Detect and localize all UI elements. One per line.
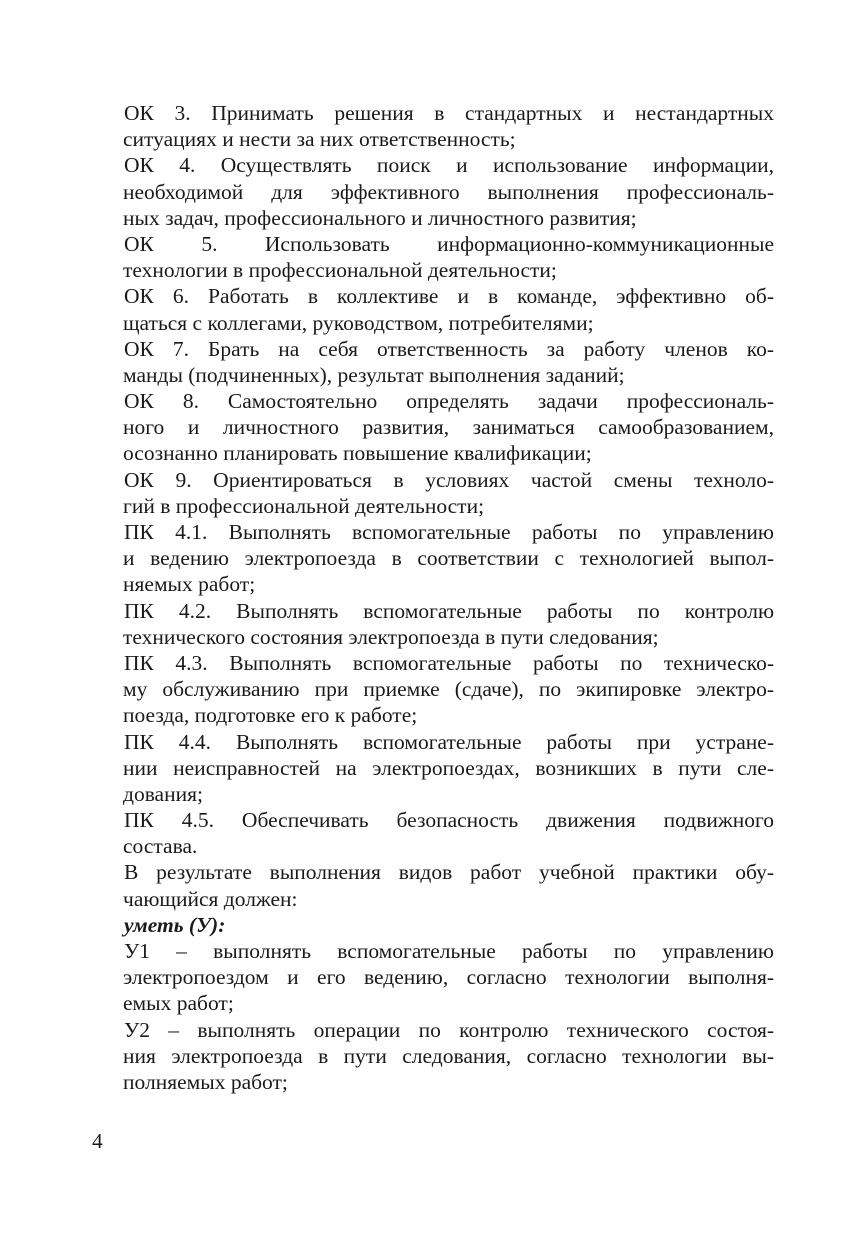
skill-item (124, 1017, 774, 1096)
text-line: щаться с коллегами, руководством, потребителями; (123, 310, 594, 335)
skills-list (124, 938, 774, 1095)
skills-heading: уметь (У): (124, 912, 226, 937)
text-line: технологии в профессиональной деятельности; (123, 258, 557, 283)
paragraph (124, 807, 774, 859)
skill-item (124, 938, 774, 1017)
text-line: ОК 7. Брать на себя ответственность за работу членов ко- (124, 336, 774, 361)
text-line: чающийся должен: (123, 886, 298, 911)
text-line: электропоездом и его ведению, согласно технологии выполня- (123, 965, 774, 990)
text-line: ного и личностного развития, заниматься самообразованием, (123, 415, 774, 440)
text-line: му обслуживанию при приемке (сдаче), по экипировке электро- (123, 677, 774, 702)
text-line: поезда, подготовке его к работе; (123, 703, 418, 728)
text-line: ПК 4.5. Обеспечивать безопасность движения подвижного (124, 808, 774, 833)
text-line: ОК 3. Принимать решения в стандартных и нестандартных (124, 101, 774, 125)
text-line: дования; (123, 781, 203, 806)
page-body (124, 100, 774, 1095)
text-line: и ведению электропоезда в соответствии с технологией выпол- (123, 546, 774, 571)
text-line: ОК 9. Ориентироваться в условиях частой смены техноло- (124, 467, 774, 492)
text-line: технического состояния электропоезда в пути следования; (123, 624, 659, 649)
text-line: манды (подчиненных), результат выполнения заданий; (123, 362, 625, 387)
text-line: ПК 4.3. Выполнять вспомогательные работы по техническо- (124, 650, 774, 675)
page-number: 4 (92, 1129, 103, 1153)
paragraph (124, 859, 774, 911)
text-line: ПК 4.1. Выполнять вспомогательные работы по управлению (124, 520, 774, 544)
text-line: ОК 5. Использовать информационно-коммуникационные (124, 231, 774, 256)
text-line: ных задач, профессионального и личностного развития; (123, 205, 637, 230)
text-line: гий в профессиональной деятельности; (123, 493, 485, 518)
text-line: ОК 4. Осуществлять поиск и использование информации, (124, 153, 774, 178)
paragraph (124, 650, 774, 729)
text-line: ОК 8. Самостоятельно определять задачи профессиональ- (124, 389, 774, 414)
text-line: У2 – выполнять операции по контролю технического состоя- (124, 1017, 774, 1042)
paragraph (124, 283, 774, 335)
text-line: ния электропоезда в пути следования, согласно технологии вы- (123, 1043, 774, 1068)
text-line: осознанно планировать повышение квалификации; (123, 441, 592, 466)
paragraph (124, 467, 774, 519)
competency-list (124, 100, 774, 912)
text-line: состава. (123, 834, 198, 859)
text-line: нии неисправностей на электропоездах, возникших в пути сле- (123, 755, 774, 780)
text-line: ОК 6. Работать в коллективе и в команде, эффективно об- (124, 284, 774, 309)
text-line: В результате выполнения видов работ учебной практики обу- (124, 860, 774, 885)
paragraph (124, 152, 774, 231)
text-line: няемых работ; (123, 572, 256, 597)
paragraph (124, 729, 774, 808)
text-line: ситуациях и нести за них ответственность; (123, 127, 516, 152)
text-line: емых работ; (123, 991, 234, 1016)
text-line: У1 – выполнять вспомогательные работы по управлению (124, 939, 774, 963)
paragraph (124, 388, 774, 467)
paragraph (124, 336, 774, 388)
paragraph (124, 100, 774, 152)
text-line: ПК 4.4. Выполнять вспомогательные работы при устране- (124, 729, 774, 754)
text-line: ПК 4.2. Выполнять вспомогательные работы по контролю (124, 598, 774, 623)
paragraph (124, 598, 774, 650)
text-line: полняемых работ; (123, 1069, 288, 1094)
paragraph (124, 519, 774, 598)
text-line: необходимой для эффективного выполнения профессиональ- (123, 179, 774, 204)
paragraph (124, 231, 774, 283)
